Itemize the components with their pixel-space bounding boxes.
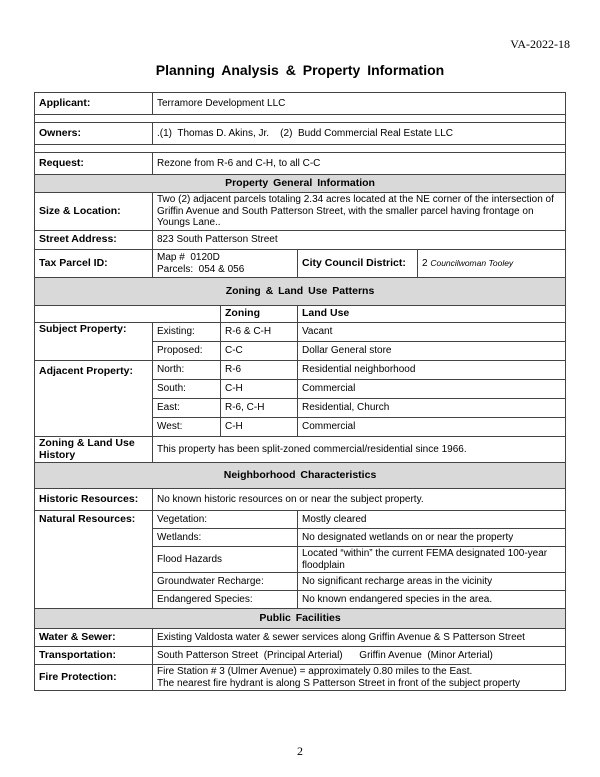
- historic-resources-label: Historic Resources:: [35, 489, 153, 511]
- request-label: Request:: [35, 153, 153, 175]
- natural-resource-item: Flood Hazards: [153, 547, 298, 573]
- natural-resource-item: Vegetation:: [153, 511, 298, 529]
- subject-zoning: C-C: [221, 342, 298, 361]
- page-number: 2: [297, 744, 303, 758]
- adjacent-land-use: Commercial: [298, 380, 566, 399]
- size-location-value: Two (2) adjacent parcels totaling 2.34 acres located at the NE corner of the intersection of Griffin Avenue and South Patterson Street, with the smaller parcel having frontage on Youngs Lane..: [153, 193, 566, 231]
- document-id: VA-2022-18: [510, 37, 570, 51]
- subject-land-use: Dollar General store: [298, 342, 566, 361]
- zoning-column-header: Zoning: [221, 306, 298, 323]
- adjacent-zoning: R-6, C-H: [221, 399, 298, 418]
- adjacent-direction: West:: [153, 418, 221, 437]
- section-facilities-header: Public Facilities: [35, 609, 566, 629]
- transportation-value: South Patterson Street (Principal Arterial) Griffin Avenue (Minor Arterial): [153, 647, 566, 665]
- fire-protection-row: [35, 665, 566, 691]
- applicant-value: Terramore Development LLC: [153, 93, 566, 115]
- street-address-label: Street Address:: [35, 231, 153, 250]
- fire-protection-label: Fire Protection:: [35, 665, 153, 691]
- historic-resources-row: [35, 489, 566, 511]
- council-member-name: Councilwoman Tooley: [430, 257, 514, 268]
- adjacent-direction: North:: [153, 361, 221, 380]
- zoning-history-row: [35, 437, 566, 463]
- adjacent-property-label: Adjacent Property:: [35, 361, 153, 437]
- tax-parcel-value: [153, 250, 298, 278]
- council-district-number: 2: [422, 257, 428, 269]
- subject-type: Existing:: [153, 323, 221, 342]
- natural-resource-value: No known endangered species in the area.: [298, 591, 566, 609]
- fire-protection-value: [153, 665, 566, 691]
- tax-parcel-numbers: Parcels: 054 & 056: [157, 263, 245, 275]
- table-row: [35, 361, 566, 380]
- adjacent-direction: East:: [153, 399, 221, 418]
- request-row: [35, 153, 566, 175]
- zoning-history-value: This property has been split-zoned commercial/residential since 1966.: [153, 437, 566, 463]
- subject-type: Proposed:: [153, 342, 221, 361]
- natural-resource-item: Groundwater Recharge:: [153, 573, 298, 591]
- zoning-column-headers: [35, 306, 566, 323]
- land-use-column-header: Land Use: [298, 306, 566, 323]
- adjacent-zoning: C-H: [221, 380, 298, 399]
- street-address-row: [35, 231, 566, 250]
- adjacent-land-use: Residential, Church: [298, 399, 566, 418]
- natural-resource-value: Mostly cleared: [298, 511, 566, 529]
- water-sewer-value: Existing Valdosta water & sewer services along Griffin Avenue & S Patterson Street: [153, 629, 566, 647]
- subject-property-label: Subject Property:: [35, 323, 153, 361]
- natural-resource-item: Wetlands:: [153, 529, 298, 547]
- historic-resources-value: No known historic resources on or near the subject property.: [153, 489, 566, 511]
- adjacent-zoning: C-H: [221, 418, 298, 437]
- natural-resources-label: Natural Resources:: [35, 511, 153, 609]
- natural-resource-value: No designated wetlands on or near the property: [298, 529, 566, 547]
- transportation-row: [35, 647, 566, 665]
- fire-hydrant-line: The nearest fire hydrant is along S Patterson Street in front of the subject property: [157, 677, 520, 689]
- table-row: [35, 511, 566, 529]
- property-info-table: [34, 92, 566, 691]
- street-address-value: 823 South Patterson Street: [153, 231, 566, 250]
- natural-resource-value: No significant recharge areas in the vicinity: [298, 573, 566, 591]
- tax-parcel-label: Tax Parcel ID:: [35, 250, 153, 278]
- natural-resource-value: Located “within” the current FEMA designated 100-year floodplain: [298, 547, 566, 573]
- adjacent-direction: South:: [153, 380, 221, 399]
- adjacent-zoning: R-6: [221, 361, 298, 380]
- zoning-history-label: Zoning & Land Use History: [35, 437, 153, 463]
- applicant-row: [35, 93, 566, 115]
- owners-label: Owners:: [35, 123, 153, 145]
- applicant-label: Applicant:: [35, 93, 153, 115]
- owners-value: .(1) Thomas D. Akins, Jr. (2) Budd Commercial Real Estate LLC: [153, 123, 566, 145]
- subject-zoning: R-6 & C-H: [221, 323, 298, 342]
- water-sewer-label: Water & Sewer:: [35, 629, 153, 647]
- owners-row: [35, 123, 566, 145]
- adjacent-land-use: Residential neighborhood: [298, 361, 566, 380]
- adjacent-land-use: Commercial: [298, 418, 566, 437]
- request-value: Rezone from R-6 and C-H, to all C-C: [153, 153, 566, 175]
- section-general-header: Property General Information: [35, 175, 566, 193]
- tax-parcel-row: [35, 250, 566, 278]
- tax-map-number: Map # 0120D: [157, 252, 220, 263]
- section-neighborhood-header: Neighborhood Characteristics: [35, 463, 566, 489]
- table-row: [35, 323, 566, 342]
- subject-land-use: Vacant: [298, 323, 566, 342]
- size-location-row: [35, 193, 566, 231]
- transportation-label: Transportation:: [35, 647, 153, 665]
- natural-resource-item: Endangered Species:: [153, 591, 298, 609]
- water-sewer-row: [35, 629, 566, 647]
- page-title: Planning Analysis & Property Information: [155, 62, 445, 78]
- size-location-label: Size & Location:: [35, 193, 153, 231]
- fire-station-line: Fire Station # 3 (Ulmer Avenue) = approximately 0.80 miles to the East.: [157, 666, 473, 677]
- council-district-value: [418, 250, 566, 278]
- council-district-label: City Council District:: [298, 250, 418, 278]
- section-zoning-header: Zoning & Land Use Patterns: [35, 278, 566, 306]
